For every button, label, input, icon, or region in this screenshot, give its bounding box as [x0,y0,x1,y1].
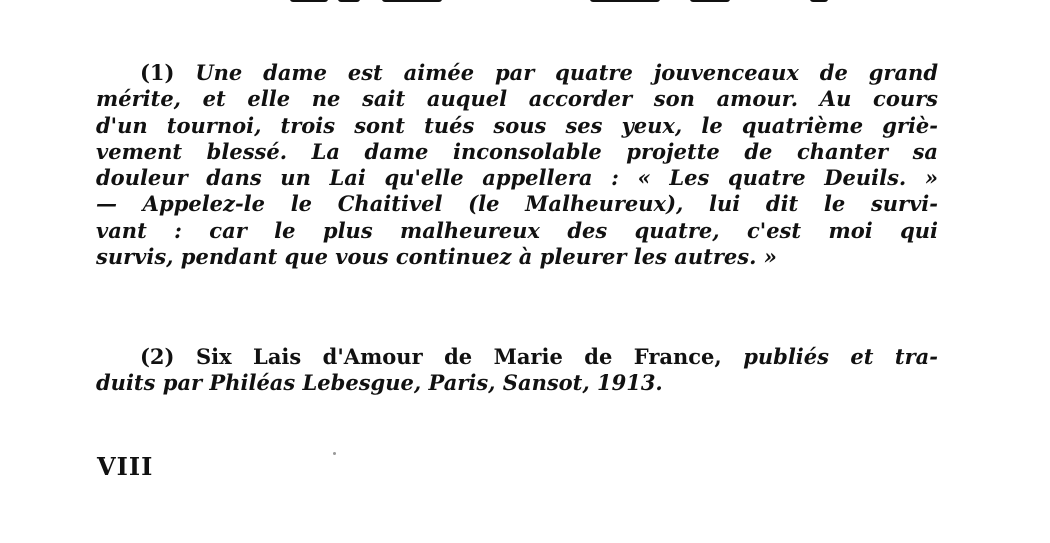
scan-speck [333,452,336,455]
footnote-1-line: vement blessé. La dame inconsolable projette de chanter sa [96,138,938,164]
footnote-marker: (1) [140,60,175,85]
footnote-2-line: (2) Six Lais d'Amour de Marie de France, publiés et tra- [140,344,938,369]
footnote-1-line: — Appelez-le le Chaitivel (le Malheureux), lui dit le survi- [96,191,938,217]
footnote-1-line: survis, pendant que vous continuez à pleurer les autres. » [96,244,777,270]
footnote-marker: (2) [140,344,175,369]
footnote-1 [96,60,938,270]
footnote-1-line: vant : car le plus malheureux des quatre, c'est moi qui [96,217,938,243]
footnote-1-line: d'un tournoi, trois sont tués sous ses yeux, le quatrième griè- [96,112,938,138]
footnote-1-line: (1) Une dame est aimée par quatre jouvenceaux de grand [140,60,938,85]
footnote-1-line: douleur dans un Lai qu'elle appellera : « Les quatre Deuils. » [96,165,938,191]
book-title: Six Lais d'Amour de Marie de France, [195,344,722,369]
footnote-2 [96,344,938,397]
cut-off-previous-line [290,0,850,8]
footnote-2-line: duits par Philéas Lebesgue, Paris, Sansot, 1913. [96,370,663,396]
footnote-1-line: mérite, et elle ne sait auquel accorder son amour. Au cours [96,86,938,112]
section-heading: VIII [97,452,154,481]
